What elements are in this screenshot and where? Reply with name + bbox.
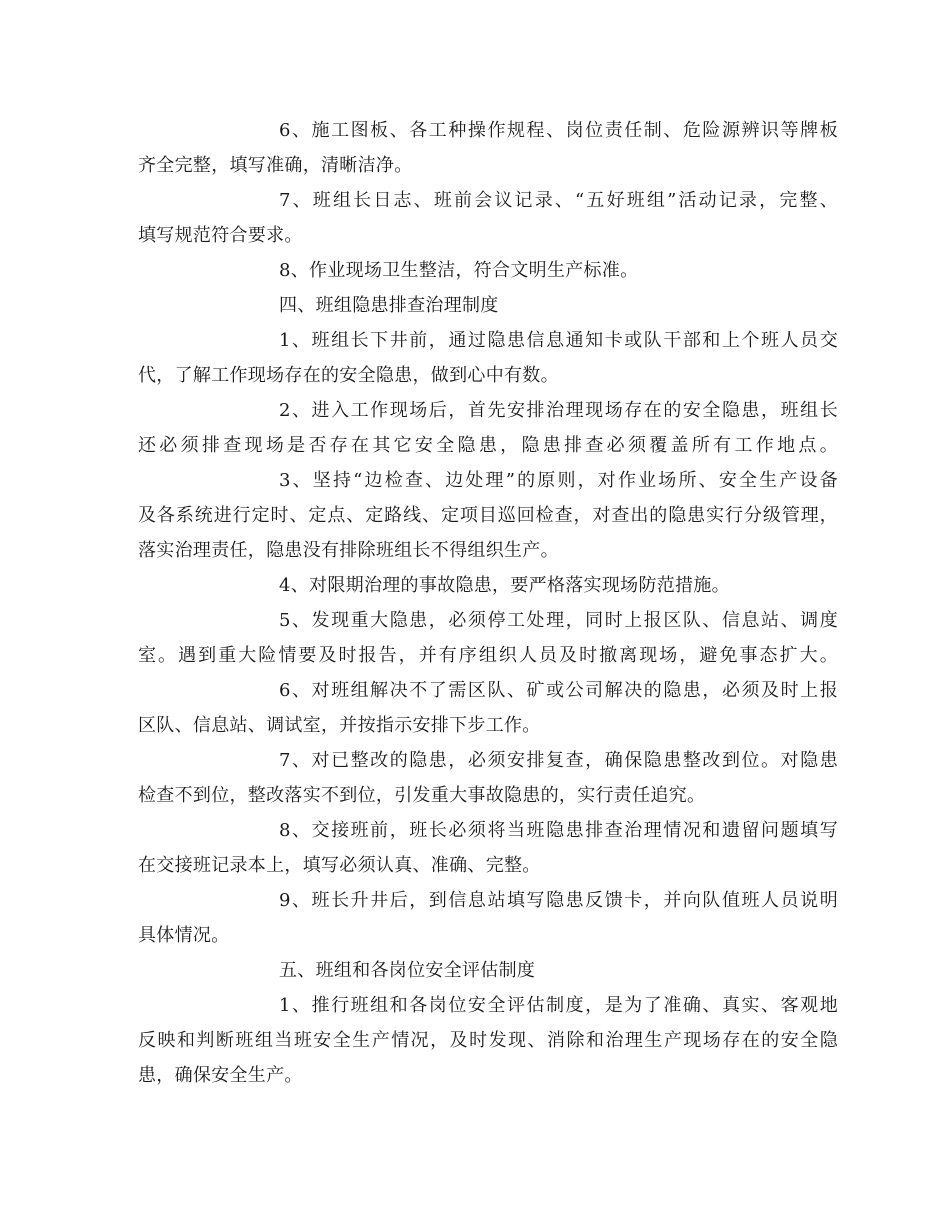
paragraph-line: 检查不到位，整改落实不到位，引发重大事故隐患的，实行责任追究。: [138, 785, 706, 806]
paragraph-line: 及各系统进行定时、定点、定路线、定项目巡回检查，对查出的隐患实行分级管理，: [138, 505, 838, 526]
paragraph-line: 1、推行班组和各岗位安全评估制度，是为了准确、真实、客观地: [279, 995, 838, 1016]
paragraph-line: 2、进入工作现场后，首先安排治理现场存在的安全隐患，班组长: [279, 400, 838, 421]
paragraph-line: 1、班组长下井前，通过隐患信息通知卡或队干部和上个班人员交: [279, 330, 838, 351]
section-heading: 四、班组隐患排查治理制度: [279, 295, 499, 316]
paragraph-line: 4、对限期治理的事故隐患，要严格落实现场防范措施。: [279, 575, 730, 596]
document-body: [138, 113, 838, 1093]
paragraph-line: 具体情况。: [138, 925, 230, 946]
paragraph-line: 填写规范符合要求。: [138, 225, 303, 246]
paragraph-line: 6、施工图板、各工种操作规程、岗位责任制、危险源辨识等牌板: [279, 120, 838, 141]
paragraph-line: 区队、信息站、调试室，并按指示安排下步工作。: [138, 715, 541, 736]
paragraph-line: 8、作业现场卫生整洁，符合文明生产标准。: [279, 260, 639, 281]
paragraph-line: 落实治理责任，隐患没有排除班组长不得组织生产。: [138, 540, 559, 561]
paragraph-line: 在交接班记录本上，填写必须认真、准确、完整。: [138, 855, 541, 876]
paragraph-line: 代，了解工作现场存在的安全隐患，做到心中有数。: [138, 365, 559, 386]
paragraph-line: 反映和判断班组当班安全生产情况，及时发现、消除和治理生产现场存在的安全隐: [138, 1030, 838, 1051]
paragraph-line: 7、对已整改的隐患，必须安排复查，确保隐患整改到位。对隐患: [279, 750, 838, 771]
paragraph-line: 9、班长升井后，到信息站填写隐患反馈卡，并向队值班人员说明: [279, 890, 838, 911]
paragraph-line: 患，确保安全生产。: [138, 1065, 303, 1086]
paragraph-line: 齐全完整，填写准确，清晰洁净。: [138, 155, 413, 176]
paragraph-line: 3、坚持“边检查、边处理”的原则，对作业场所、安全生产设备: [279, 470, 838, 491]
paragraph-line: 还必须排查现场是否存在其它安全隐患，隐患排查必须覆盖所有工作地点。: [138, 435, 838, 456]
section-heading: 五、班组和各岗位安全评估制度: [279, 960, 536, 981]
paragraph-line: 6、对班组解决不了需区队、矿或公司解决的隐患，必须及时上报: [279, 680, 838, 701]
paragraph-line: 8、交接班前，班长必须将当班隐患排查治理情况和遗留问题填写: [279, 820, 838, 841]
paragraph-line: 7、班组长日志、班前会议记录、“五好班组”活动记录，完整、: [279, 190, 838, 211]
paragraph-line: 室。遇到重大险情要及时报告，并有序组织人员及时撤离现场，避免事态扩大。: [138, 645, 838, 666]
paragraph-line: 5、发现重大隐患，必须停工处理，同时上报区队、信息站、调度: [279, 610, 838, 631]
